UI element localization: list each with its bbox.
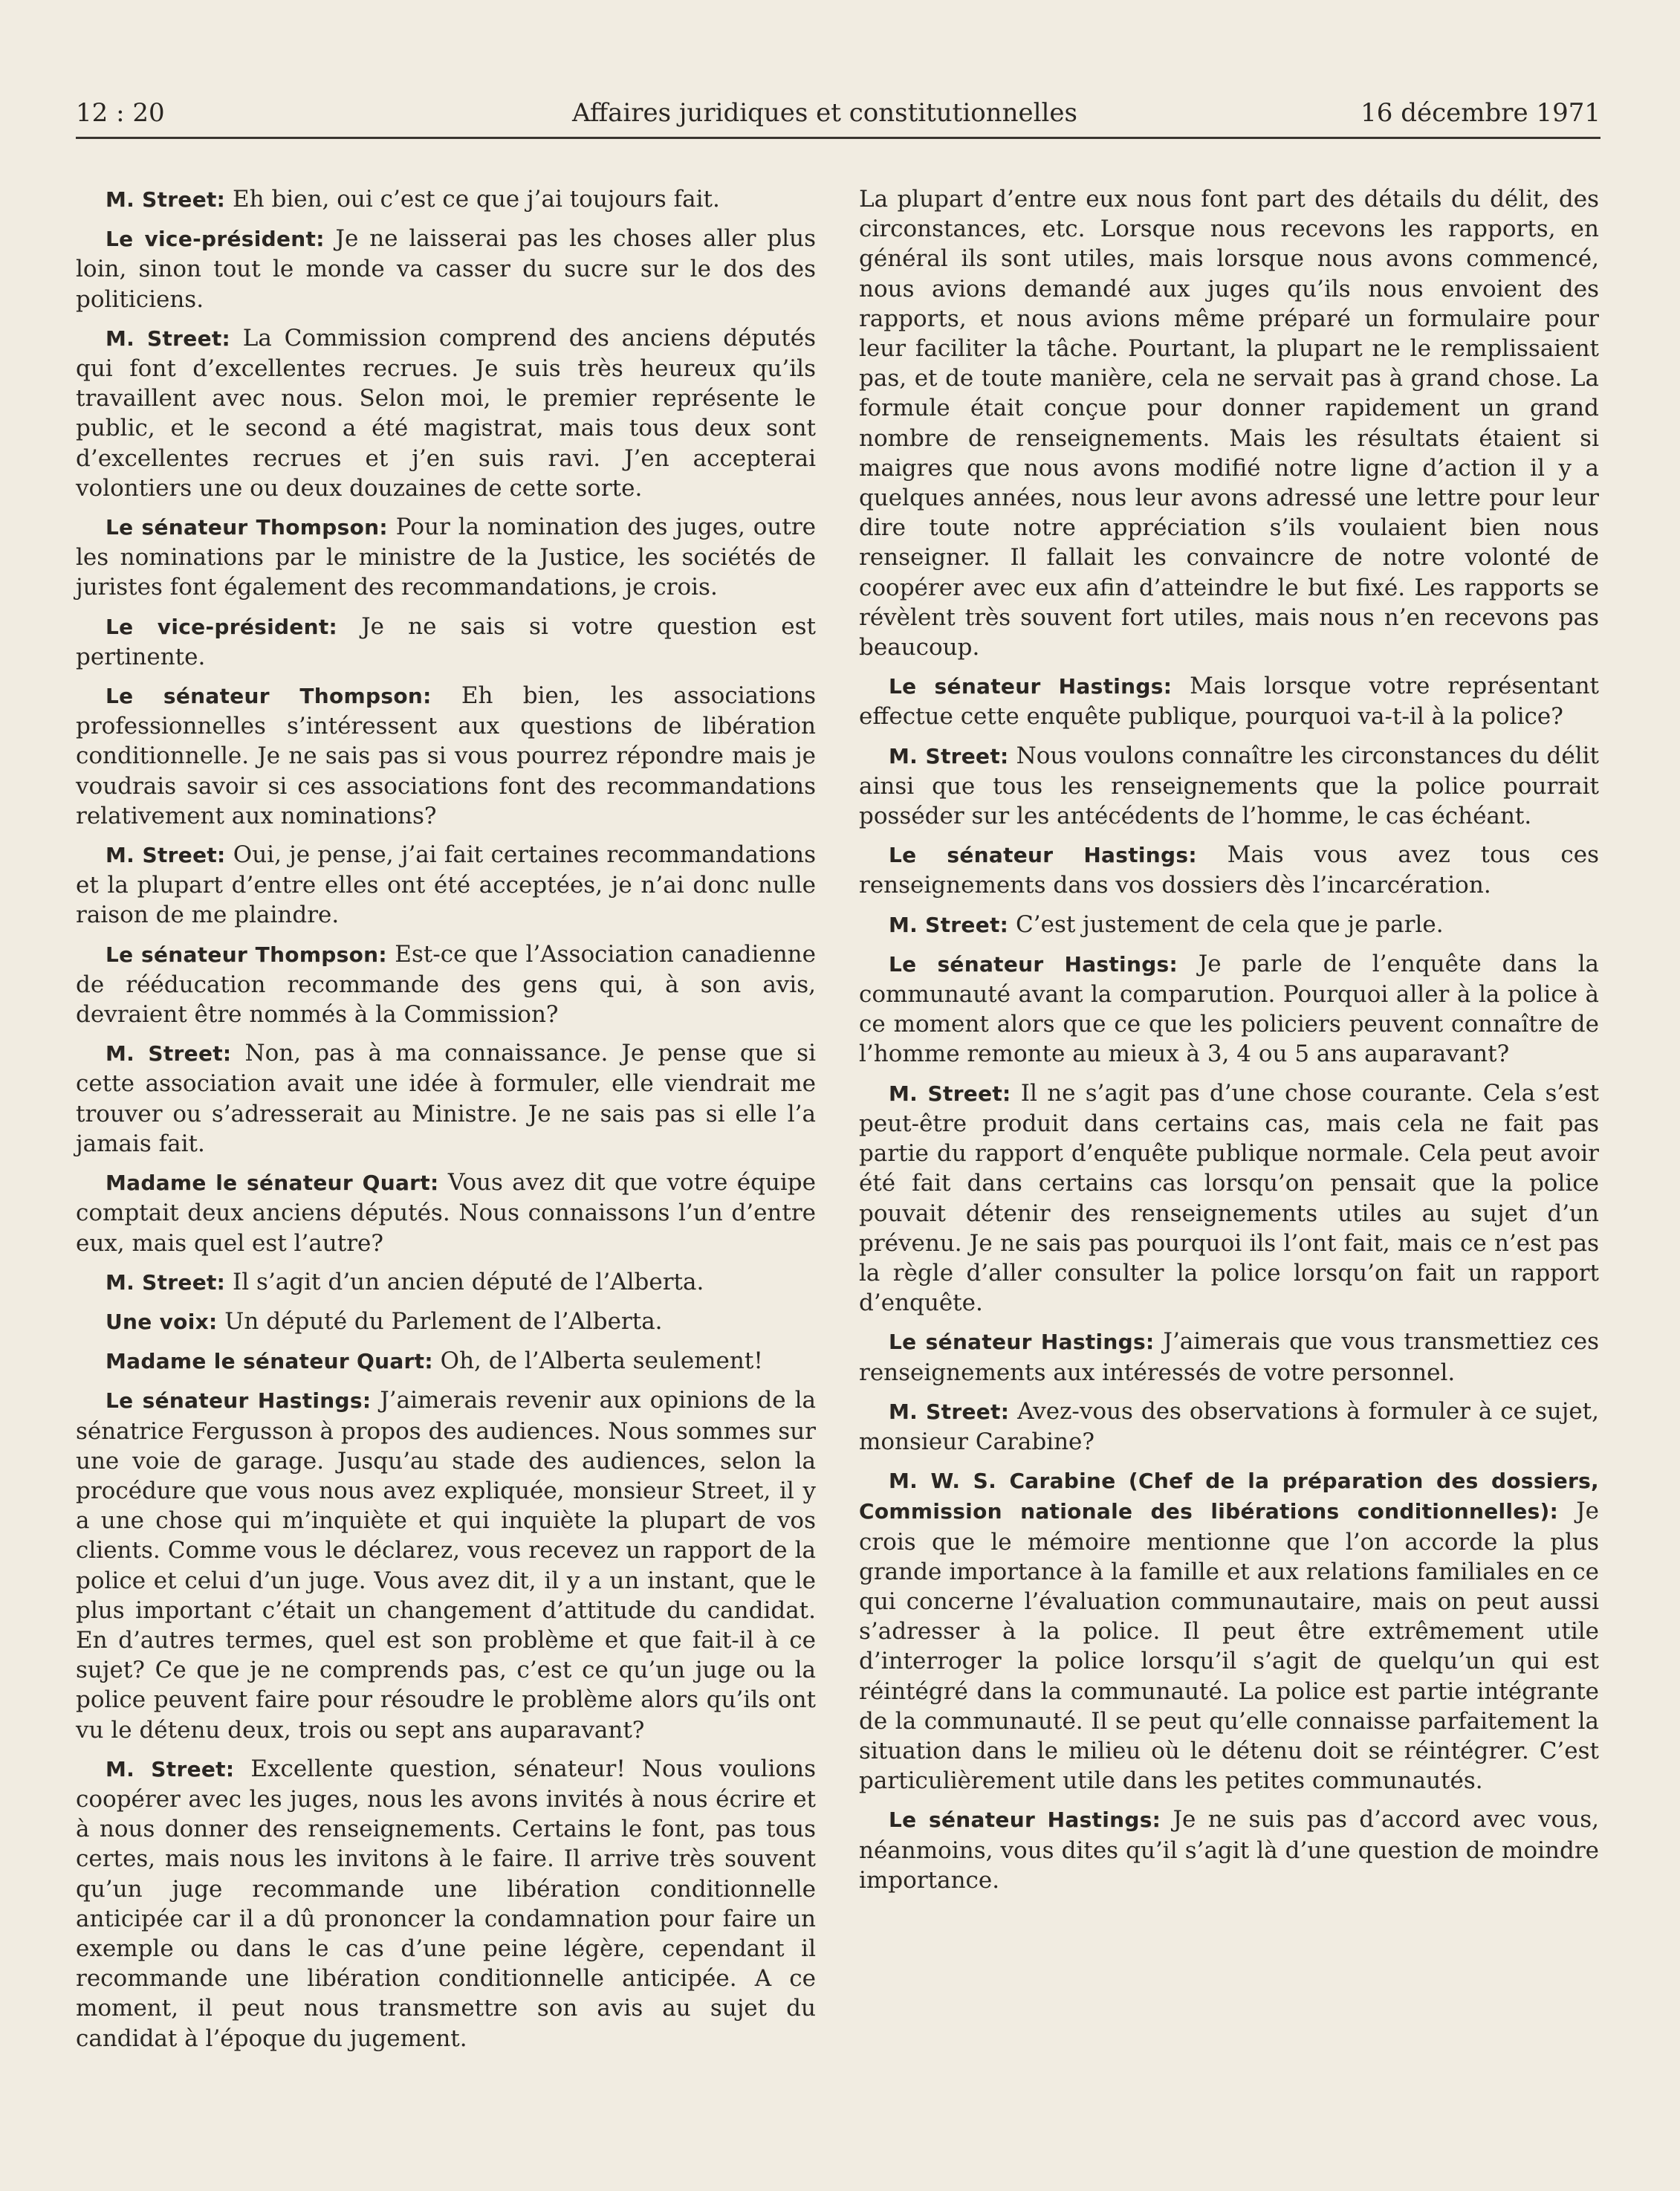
- transcript-paragraph: [76, 1754, 816, 2054]
- speech-text: Il ne s’agit pas d’une chose courante. Cela s’est peut-être produit dans certains cas, mais cela ne fait pas partie du rapport d’enquête publique normale. Cela peut avoir été fait dans certains cas lorsqu’on pensait que la police pouvait détenir des renseignements utiles au sujet d’un prévenu. Je ne sais pas pourquoi ils l’ont fait, mais ce n’est pas la règle d’aller consulter la police lorsqu’on fait un rapport d’enquête.: [859, 1079, 1599, 1317]
- speech-text: Je parle de l’enquête dans la communauté avant la comparution. Pourquoi aller à la police à ce moment alors que ce que les policiers peuvent connaître de l’homme remonte au mieux à 3, 4 ou 5 ans auparavant?: [859, 950, 1599, 1068]
- speaker-name: Le sénateur Hastings:: [889, 1808, 1161, 1833]
- transcript-paragraph: [859, 949, 1599, 1069]
- speech-text: Mais vous avez tous ces renseignements dans vos dossiers dès l’incarcération.: [859, 841, 1600, 899]
- speaker-name: M. Street:: [889, 912, 1009, 937]
- transcript-paragraph: [859, 840, 1599, 900]
- speech-text: Je ne laisserai pas les choses aller plus loin, sinon tout le monde va casser du sucre sur le dos des politiciens.: [76, 225, 816, 313]
- left-column: [76, 184, 816, 2062]
- transcript-paragraph: [859, 1466, 1599, 1796]
- transcript-paragraph: [859, 1397, 1599, 1457]
- speech-text: Il s’agit d’un ancien député de l’Alberta.: [225, 1268, 704, 1295]
- speaker-name: Le vice-président:: [106, 614, 338, 639]
- transcript-paragraph: [76, 184, 816, 215]
- transcript-paragraph: [76, 224, 816, 314]
- speaker-name: Le sénateur Thompson:: [106, 684, 432, 709]
- speaker-name: Le sénateur Thompson:: [106, 515, 388, 540]
- speaker-name: M. Street:: [106, 1041, 232, 1067]
- transcript-paragraph: [859, 1327, 1599, 1387]
- speech-text: Eh bien, les associations professionnelles s’intéressent aux questions de libération conditionnelle. Je ne sais pas si vous pourrez répondre mais je voudrais savoir si ces associations font des recommandations relativement aux nominations?: [76, 682, 816, 829]
- publication-title: Affaires juridiques et constitutionnelles: [572, 98, 1077, 128]
- speaker-name: Le sénateur Hastings:: [889, 843, 1197, 868]
- speech-text: Avez-vous des observations à formuler à ce sujet, monsieur Carabine?: [859, 1397, 1599, 1455]
- speaker-name: Le sénateur Hastings:: [106, 1388, 372, 1414]
- transcript-paragraph: [859, 184, 1599, 662]
- speaker-name: Le vice-président:: [106, 227, 325, 252]
- speaker-name: Madame le sénateur Quart:: [106, 1171, 439, 1196]
- speech-text: La plupart d’entre eux nous font part des détails du délit, des circonstances, etc. Lorsque nous recevons les rapports, en général ils sont utiles, mais lorsque nous avons commencé, nous avions demandé aux juges qu’ils nous envoient des rapports, et nous avions même préparé un formulaire pour leur faciliter la tâche. Pourtant, la plupart ne le remplissaient pas, et de toute manière, cela ne servait pas à grand chose. La formule était conçue pour donner rapidement un grand nombre de renseignements. Mais les résultats étaient si maigres que nous avons modifié notre ligne d’action il y a quelques années, nous leur avons adressé une lettre pour leur dire toute notre appréciation s’ils voulaient bien nous renseigner. Il fallait les convaincre de notre volonté de coopérer avec eux afin d’atteindre le but fixé. Les rapports se révèlent très souvent fort utiles, mais nous n’en recevons pas beaucoup.: [859, 186, 1599, 661]
- transcript-paragraph: [76, 1038, 816, 1159]
- speaker-name: Madame le sénateur Quart:: [106, 1349, 433, 1374]
- speech-text: J’aimerais que vous transmettiez ces renseignements aux intéressés de votre personnel.: [859, 1328, 1599, 1386]
- transcript-paragraph: [76, 1346, 816, 1376]
- speech-text: Est-ce que l’Association canadienne de rééducation recommande des gens qui, à son avis, devraient être nommés à la Commission?: [76, 940, 816, 1029]
- transcript-paragraph: [76, 1267, 816, 1298]
- publication-date: 16 décembre 1971: [1360, 98, 1600, 128]
- speech-text: C’est justement de cela que je parle.: [1008, 910, 1444, 938]
- speaker-name: M. Street:: [106, 326, 231, 351]
- speaker-name: Le sénateur Hastings:: [889, 951, 1178, 977]
- speech-text: J’aimerais revenir aux opinions de la sénatrice Fergusson à propos des audiences. Nous sommes sur une voie de garage. Jusqu’au stade des audiences, selon la procédure que vous nous avez expliquée, monsieur Street, il y a une chose qui m’inquiète et qui inquiète la plupart de vos clients. Comme vous le déclarez, vous recevez un rapport de la police et celui d’un juge. Vous avez dit, il y a un instant, que le plus important c’était un changement d’attitude du candidat. En d’autres termes, quel est son problème et que fait-il à ce sujet? Ce que je ne comprends pas, c’est ce qu’un juge ou la police peuvent faire pour résoudre le problème alors qu’ils ont vu le détenu deux, trois ou sept ans auparavant?: [76, 1387, 817, 1744]
- transcript-paragraph: [859, 1805, 1599, 1895]
- speech-text: Non, pas à ma connaissance. Je pense que si cette association avait une idée à formuler, elle viendrait me trouver ou s’adresserait au Ministre. Je ne sais pas si elle l’a jamais fait.: [76, 1040, 816, 1157]
- speech-text: Mais lorsque votre représentant effectue cette enquête publique, pourquoi va-t-il à la police?: [859, 673, 1599, 731]
- speech-text: Pour la nomination des juges, outre les nominations par le ministre de la Justice, les sociétés de juristes font également des recommandations, je crois.: [76, 514, 816, 601]
- transcript-paragraph: [859, 1078, 1599, 1318]
- speaker-name: M. Street:: [106, 1756, 235, 1781]
- transcript-paragraph: [76, 512, 816, 603]
- speaker-name: M. Street:: [106, 1269, 226, 1295]
- transcript-paragraph: [76, 612, 816, 672]
- speaker-name: M. Street:: [106, 187, 226, 212]
- speaker-name: M. W. S. Carabine (Chef de la préparation des dossiers, Commission nationale des libérations conditionnelles):: [859, 1469, 1599, 1524]
- right-column: [859, 184, 1599, 1904]
- speech-text: Je crois que le mémoire mentionne que l’on accorde la plus grande importance à la famille et aux relations familiales en ce qui concerne l’évaluation communautaire, mais on peut aussi s’adresser à la police. Il peut être extrêmement utile d’interroger la police lorsqu’il s’agit de quelqu’un qui est réintégré dans la communauté. La police est partie intégrante de la communauté. Il se peut qu’elle connaisse parfaitement la situation dans le milieu où le détenu doit se réintégrer. C’est particulièrement utile dans les petites communautés.: [859, 1498, 1599, 1795]
- speech-text: Un député du Parlement de l’Alberta.: [217, 1307, 663, 1335]
- speaker-name: Le sénateur Hastings:: [889, 674, 1173, 699]
- transcript-paragraph: [76, 939, 816, 1030]
- speech-text: Vous avez dit que votre équipe comptait deux anciens députés. Nous connaissons l’un d’entre eux, mais quel est l’autre?: [76, 1169, 816, 1257]
- speaker-name: Le sénateur Hastings:: [889, 1330, 1155, 1355]
- speaker-name: Le sénateur Thompson:: [106, 942, 387, 967]
- speaker-name: Une voix:: [106, 1309, 218, 1334]
- speaker-name: M. Street:: [889, 743, 1009, 768]
- transcript-paragraph: [76, 323, 816, 503]
- speech-text: Eh bien, oui c’est ce que j’ai toujours fait.: [225, 186, 720, 213]
- transcript-paragraph: [859, 910, 1599, 940]
- speaker-name: M. Street:: [889, 1399, 1010, 1424]
- transcript-paragraph: [859, 741, 1599, 832]
- speech-text: Oh, de l’Alberta seulement!: [432, 1347, 763, 1375]
- speech-text: La Commission comprend des anciens députés qui font d’excellentes recrues. Je suis très heureux qu’ils travaillent avec nous. Selon moi, le premier représente le public, et le second a été magistrat, mais tous deux sont d’excellentes recrues et j’en suis ravi. J’en accepterai volontiers une ou deux douzaines de cette sorte.: [76, 324, 816, 502]
- speech-text: Nous voulons connaître les circonstances du délit ainsi que tous les renseignements que la police pourrait posséder sur les antécédents de l’homme, le cas échéant.: [859, 742, 1599, 830]
- transcript-paragraph: [859, 671, 1599, 731]
- speaker-name: M. Street:: [106, 843, 226, 868]
- transcript-paragraph: [76, 1385, 816, 1744]
- speaker-name: M. Street:: [889, 1081, 1011, 1106]
- speech-text: Je ne suis pas d’accord avec vous, néanmoins, vous dites qu’il s’agit là d’une question de moindre importance.: [859, 1806, 1599, 1894]
- speech-text: Je ne sais si votre question est pertinente.: [76, 612, 816, 670]
- transcript-paragraph: [76, 1168, 816, 1258]
- transcript-paragraph: [76, 840, 816, 931]
- transcript-paragraph: [76, 1307, 816, 1337]
- page-number: 12 : 20: [76, 98, 165, 128]
- speech-text: Oui, je pense, j’ai fait certaines recommandations et la plupart d’entre elles ont été acceptées, je n’ai donc nulle raison de me plaindre.: [76, 841, 816, 929]
- page-header: [76, 97, 1600, 139]
- speech-text: Excellente question, sénateur! Nous voulions coopérer avec les juges, nous les avons invités à nous écrire et à nous donner des renseignements. Certains le font, pas tous certes, mais nous les invitons à le faire. Il arrive très souvent qu’un juge recommande une libération conditionnelle anticipée car il a dû prononcer la condamnation pour faire un exemple ou dans le cas d’une peine légère, cependant il recommande une libération conditionnelle anticipée. A ce moment, il peut nous transmettre son avis au sujet du candidat à l’époque du jugement.: [76, 1755, 817, 2052]
- transcript-paragraph: [76, 681, 816, 831]
